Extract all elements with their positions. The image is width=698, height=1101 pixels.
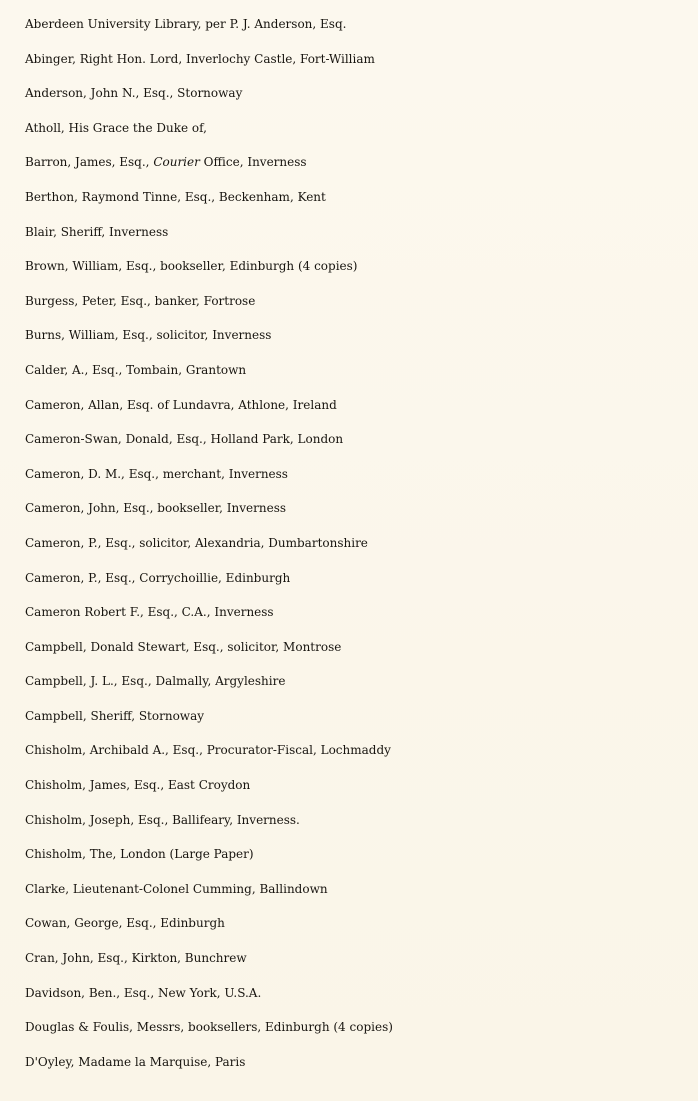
entry-text: Barron, James, Esq.,: [25, 155, 154, 170]
list-item: Anderson, John N., Esq., Stornoway: [25, 86, 243, 101]
list-item: Cameron, P., Esq., solicitor, Alexandria, Dumbartonshire: [25, 535, 368, 550]
italic-publication-name: Courier: [153, 155, 200, 170]
list-item: Cran, John, Esq., Kirkton, Bunchrew: [25, 951, 247, 966]
list-item: Campbell, J. L., Esq., Dalmally, Argyleshire: [25, 674, 286, 689]
list-item: Campbell, Sheriff, Stornoway: [25, 708, 204, 723]
list-item: Chisholm, The, London (Large Paper): [25, 847, 254, 862]
list-item: Chisholm, Archibald A., Esq., Procurator-Fiscal, Lochmaddy: [25, 743, 391, 758]
list-item: Clarke, Lieutenant-Colonel Cumming, Ballindown: [25, 881, 328, 896]
entry-text: Office, Inverness: [199, 155, 307, 170]
list-item: Chisholm, James, Esq., East Croydon: [25, 778, 251, 793]
list-item: Chisholm, Joseph, Esq., Ballifeary, Inverness.: [25, 812, 300, 827]
list-item: Cameron, John, Esq., bookseller, Inverness: [25, 501, 287, 516]
list-item: Blair, Sheriff, Inverness: [25, 224, 169, 239]
list-item: Burns, William, Esq., solicitor, Inverness: [25, 328, 272, 343]
list-item: Davidson, Ben., Esq., New York, U.S.A.: [25, 985, 262, 1000]
list-item: Burgess, Peter, Esq., banker, Fortrose: [25, 293, 256, 308]
list-item: D'Oyley, Madame la Marquise, Paris: [25, 1054, 246, 1069]
list-item: Berthon, Raymond Tinne, Esq., Beckenham, Kent: [25, 189, 326, 204]
list-item: Atholl, His Grace the Duke of,: [25, 120, 207, 135]
list-item: Cameron-Swan, Donald, Esq., Holland Park, London: [25, 432, 344, 447]
list-item: Cameron, Allan, Esq. of Lundavra, Athlone, Ireland: [25, 397, 337, 412]
list-item: Abinger, Right Hon. Lord, Inverlochy Castle, Fort-William: [25, 51, 375, 66]
subscriber-list: [25, 7, 695, 1079]
list-item: Cameron, D. M., Esq., merchant, Inverness: [25, 466, 288, 481]
list-item: Cowan, George, Esq., Edinburgh: [25, 916, 225, 931]
list-item: Brown, William, Esq., bookseller, Edinburgh (4 copies): [25, 259, 358, 274]
list-item: Aberdeen University Library, per P. J. Anderson, Esq.: [25, 17, 347, 31]
list-item: Campbell, Donald Stewart, Esq., solicitor, Montrose: [25, 639, 342, 654]
list-item: [25, 145, 695, 180]
list-item: Douglas & Foulis, Messrs, booksellers, Edinburgh (4 copies): [25, 1020, 393, 1035]
list-item: Calder, A., Esq., Tombain, Grantown: [25, 362, 247, 377]
list-item: Cameron Robert F., Esq., C.A., Inverness: [25, 605, 274, 620]
list-item: Cameron, P., Esq., Corrychoillie, Edinburgh: [25, 570, 291, 585]
